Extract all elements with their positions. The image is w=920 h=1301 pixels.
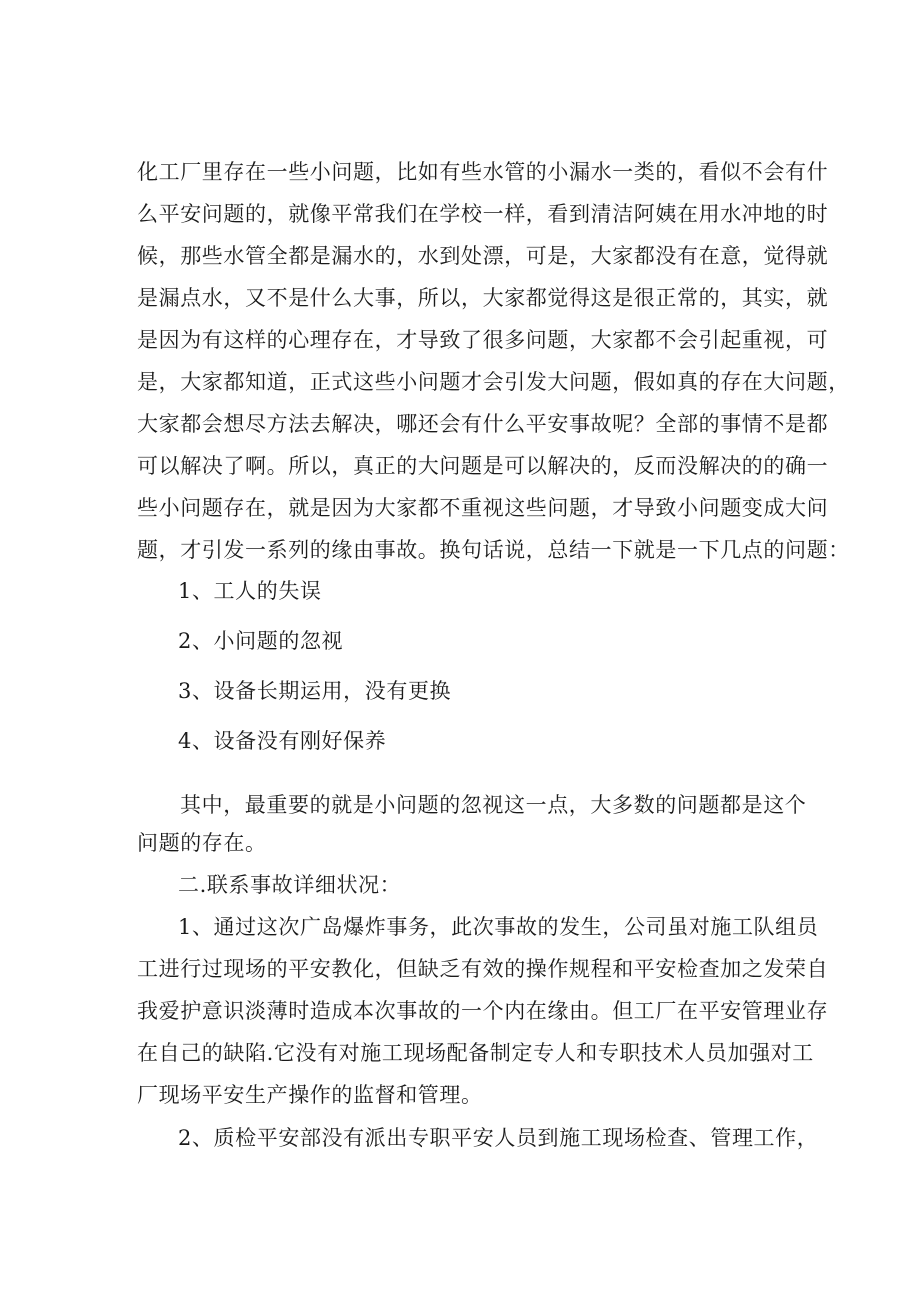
list-item: 3、设备长期运用，没有更换	[178, 679, 452, 703]
text-line: 是，大家都知道，正式这些小问题才会引发大问题，假如真的存在大问题，	[137, 370, 850, 394]
text-line: 可以解决了啊。所以，真正的大问题是可以解决的，反而没解决的的确一	[137, 454, 829, 478]
list-item: 1、工人的失误	[178, 579, 322, 603]
text-line: 大家都会想尽方法去解决，哪还会有什么平安事故呢？全部的事情不是都	[137, 412, 829, 436]
list-item: 2、小问题的忽视	[178, 629, 344, 653]
text-line: 题，才引发一系列的缘由事故。换句话说，总结一下就是一下几点的问题：	[137, 538, 850, 562]
text-line: 些小问题存在，就是因为大家都不重视这些问题，才导致小问题变成大问	[137, 496, 829, 520]
text-line: 在自己的缺陷.它没有对施工现场配备制定专人和专职技术人员加强对工	[137, 1041, 814, 1065]
text-line: 1、通过这次广岛爆炸事务，此次事故的发生，公司虽对施工队组员	[178, 915, 819, 939]
text-line: 化工厂里存在一些小问题，比如有些水管的小漏水一类的，看似不会有什	[137, 160, 829, 184]
section-heading: 二.联系事故详细状况：	[178, 873, 402, 897]
list-item: 4、设备没有刚好保养	[178, 729, 387, 753]
text-line: 候，那些水管全都是漏水的，水到处漂，可是，大家都没有在意，觉得就	[137, 244, 829, 268]
text-line: 问题的存在。	[137, 831, 267, 855]
text-line: 2、质检平安部没有派出专职平安人员到施工现场检查、管理工作，	[178, 1126, 819, 1150]
text-line: 我爱护意识淡薄时造成本次事故的一个内在缘由。但工厂在平安管理业存	[137, 999, 829, 1023]
text-line: 是因为有这样的心理存在，才导致了很多问题，大家都不会引起重视，可	[137, 328, 829, 352]
text-line: 厂现场平安生产操作的监督和管理。	[137, 1083, 483, 1107]
text-line: 是漏点水，又不是什么大事，所以，大家都觉得这是很正常的，其实，就	[137, 286, 829, 310]
text-line: 工进行过现场的平安教化，但缺乏有效的操作规程和平安检查加之发荣自	[137, 957, 829, 981]
text-line: 其中，最重要的就是小问题的忽视这一点，大多数的问题都是这个	[180, 793, 807, 817]
text-line: 么平安问题的，就像平常我们在学校一样，看到清洁阿姨在用水冲地的时	[137, 202, 829, 226]
